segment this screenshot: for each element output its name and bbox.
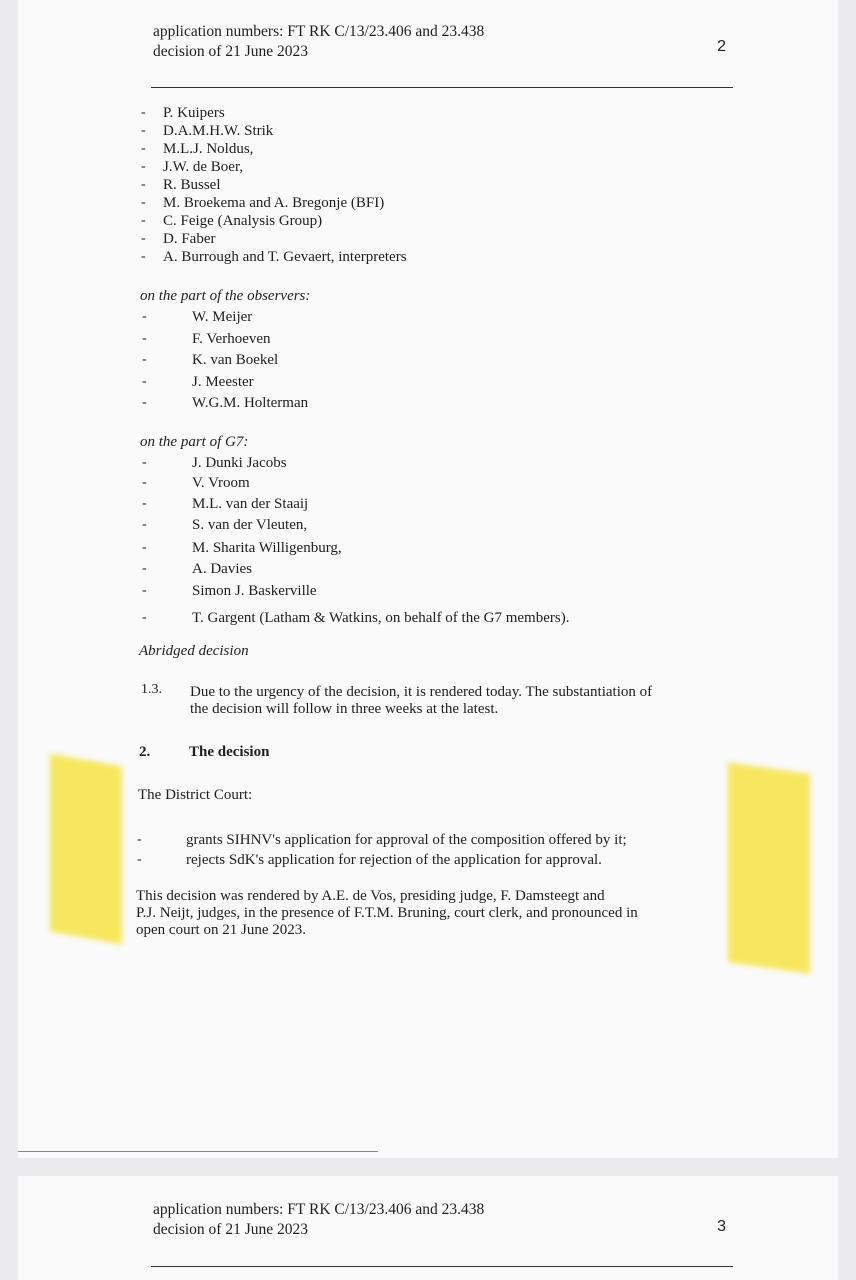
- document-page-2: [18, 0, 838, 1158]
- g7-member-name: Simon J. Baskerville: [192, 583, 317, 599]
- list-bullet-dash: -: [137, 852, 142, 867]
- list-bullet-dash: -: [141, 177, 146, 192]
- g7-member-name: M. Sharita Willigenburg,: [192, 540, 342, 556]
- observer-name: J. Meester: [192, 373, 254, 390]
- application-numbers: application numbers: FT RK C/13/23.406 and 23.438: [153, 1201, 485, 1218]
- list-bullet-dash: -: [142, 496, 147, 511]
- list-bullet-dash: -: [142, 540, 147, 555]
- paragraph-line: open court on 21 June 2023.: [136, 922, 306, 938]
- page-number: 2: [717, 38, 726, 55]
- list-bullet-dash: -: [142, 373, 147, 389]
- list-bullet-dash: -: [141, 231, 146, 246]
- section-number: 2.: [139, 744, 151, 760]
- attendee-name: D. Faber: [163, 231, 216, 247]
- page-header: [153, 1200, 484, 1240]
- application-numbers: application numbers: FT RK C/13/23.406 and 23.438: [153, 23, 485, 40]
- list-bullet-dash: -: [137, 832, 142, 847]
- section-title: The decision: [189, 744, 270, 760]
- g7-heading: on the part of G7:: [140, 434, 249, 450]
- decision-date: decision of 21 June 2023: [153, 43, 308, 60]
- list-bullet-dash: -: [141, 123, 146, 138]
- paragraph-line: P.J. Neijt, judges, in the presence of F.T.M. Bruning, court clerk, and pronounced in: [136, 905, 638, 921]
- observer-name: F. Verhoeven: [192, 330, 271, 347]
- paragraph-line: This decision was rendered by A.E. de Vos, presiding judge, F. Damsteegt and: [136, 888, 605, 904]
- observer-name: K. van Boekel: [192, 352, 279, 368]
- highlighter-mark-right: [728, 762, 810, 974]
- g7-member-name: V. Vroom: [192, 475, 250, 491]
- list-bullet-dash: -: [141, 141, 146, 156]
- g7-member-name: A. Davies: [192, 561, 252, 577]
- g7-member-name: J. Dunki Jacobs: [192, 455, 287, 471]
- section-paragraph: [190, 684, 652, 718]
- list-bullet-dash: -: [141, 195, 146, 210]
- list-bullet-dash: -: [142, 309, 147, 324]
- paragraph-line: Due to the urgency of the decision, it is rendered today. The substantiation of: [190, 684, 653, 700]
- list-bullet-dash: -: [141, 213, 146, 228]
- page-header: [153, 22, 484, 62]
- decision-item: rejects SdK's application for rejection of the application for approval.: [186, 852, 602, 868]
- observer-name: W. Meijer: [192, 309, 253, 325]
- closing-paragraph: [136, 888, 638, 939]
- list-bullet-dash: -: [141, 105, 146, 120]
- list-bullet-dash: -: [142, 395, 147, 410]
- g7-member-name: S. van der Vleuten,: [192, 517, 308, 533]
- header-divider: [151, 1266, 733, 1267]
- court-intro: The District Court:: [138, 787, 253, 803]
- list-bullet-dash: -: [142, 610, 147, 625]
- decision-item: grants SIHNV's application for approval of the composition offered by it;: [186, 832, 627, 848]
- section-number: 1.3.: [141, 682, 162, 697]
- list-bullet-dash: -: [142, 330, 147, 346]
- paragraph-line: the decision will follow in three weeks at the latest.: [190, 701, 499, 717]
- header-divider: [151, 87, 733, 88]
- page-number: 3: [717, 1218, 726, 1235]
- highlighter-mark-left: [50, 754, 122, 945]
- attendee-name: D.A.M.H.W. Strik: [163, 123, 274, 139]
- decision-date: decision of 21 June 2023: [153, 1221, 308, 1238]
- list-bullet-dash: -: [142, 352, 147, 367]
- list-bullet-dash: -: [142, 455, 147, 470]
- page-bottom-rule: [18, 1151, 378, 1152]
- attendee-name: A. Burrough and T. Gevaert, interpreters: [163, 249, 407, 265]
- attendee-name: J.W. de Boer,: [163, 159, 244, 175]
- observer-name: W.G.M. Holterman: [192, 395, 309, 411]
- attendee-name: R. Bussel: [163, 177, 221, 193]
- attendee-name: P. Kuipers: [163, 105, 225, 121]
- list-bullet-dash: -: [141, 159, 146, 174]
- g7-member-name: M.L. van der Staaij: [192, 496, 309, 512]
- g7-member-name: T. Gargent (Latham & Watkins, on behalf of the G7 members).: [192, 610, 570, 626]
- list-bullet-dash: -: [142, 583, 147, 598]
- list-bullet-dash: -: [142, 475, 147, 490]
- abridged-heading: Abridged decision: [139, 643, 249, 659]
- attendee-name: M. Broekema and A. Bregonje (BFI): [163, 195, 385, 211]
- attendee-name: C. Feige (Analysis Group): [163, 213, 323, 229]
- list-bullet-dash: -: [142, 561, 147, 576]
- observers-heading: on the part of the observers:: [140, 288, 311, 304]
- document-page-3: [18, 1176, 838, 1280]
- list-bullet-dash: -: [142, 517, 147, 532]
- list-bullet-dash: -: [141, 249, 146, 264]
- attendee-name: M.L.J. Noldus,: [163, 141, 254, 157]
